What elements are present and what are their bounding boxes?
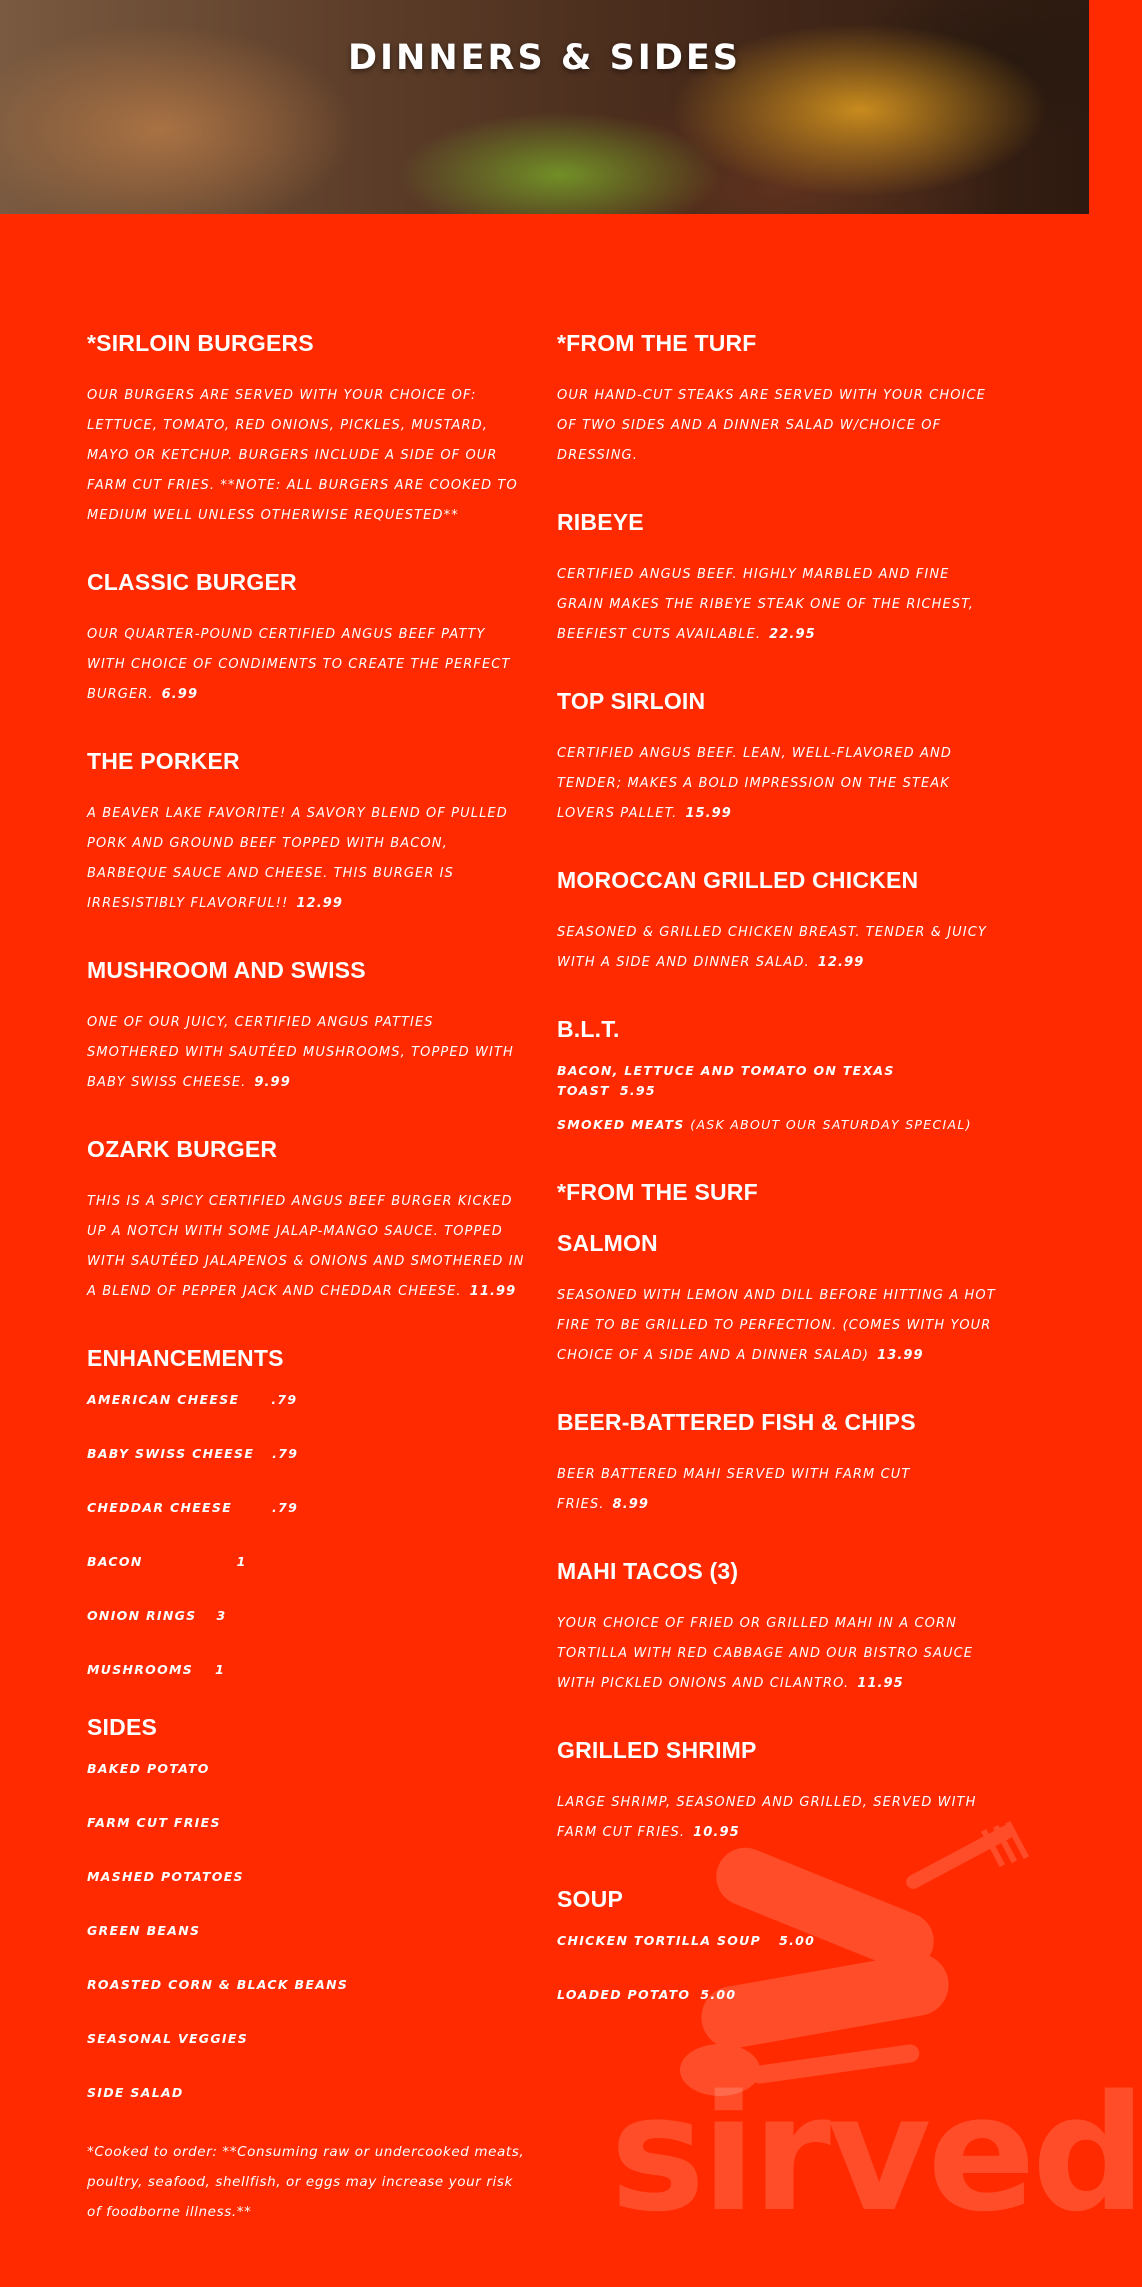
item-title: CLASSIC BURGER	[87, 569, 297, 595]
list-item: SIDE SALAD	[87, 2085, 184, 2100]
item-description: LARGE SHRIMP, SEASONED AND GRILLED, SERVED WITH FARM CUT FRIES. 10.95	[557, 1795, 977, 1840]
item-title: OZARK BURGER	[87, 1136, 278, 1162]
item-title: SALMON	[557, 1230, 658, 1256]
section-title: *FROM THE SURF	[557, 1179, 758, 1205]
list-item: FARM CUT FRIES	[87, 1815, 221, 1830]
food-safety-note: *Cooked to order: **Consuming raw or undercooked meats, poultry, seafood, shellfish, or eggs may increase your risk of foodborne illness.**	[87, 2144, 525, 2220]
item-description: SEASONED & GRILLED CHICKEN BREAST. TENDER & JUICY WITH A SIDE AND DINNER SALAD. 12.99	[557, 925, 987, 970]
section-title: *SIRLOIN BURGERS	[87, 330, 314, 356]
list-item: AMERICAN CHEESE .79	[87, 1392, 298, 1407]
list-item: ONION RINGS 3	[87, 1608, 227, 1623]
item-price: 15.99	[685, 806, 732, 821]
item-price: 10.95	[693, 1825, 740, 1840]
item-title: GRILLED SHRIMP	[557, 1737, 757, 1763]
list-item: ROASTED CORN & BLACK BEANS	[87, 1977, 349, 1992]
item-price: 9.99	[254, 1075, 291, 1090]
item-title: MOROCCAN GRILLED CHICKEN	[557, 867, 919, 893]
section-title: SIDES	[87, 1714, 158, 1740]
right-column	[557, 330, 997, 2039]
list-item: BACON, LETTUCE AND TOMATO ON TEXAS TOAST 5.95	[557, 1063, 895, 1098]
section-title: SOUP	[557, 1886, 623, 1912]
section-title: ENHANCEMENTS	[87, 1345, 284, 1371]
item-description: YOUR CHOICE OF FRIED OR GRILLED MAHI IN A CORN TORTILLA WITH RED CABBAGE AND OUR BISTRO SAUCE WITH PICKLED ONIONS AND CILANTRO. 11.95	[557, 1616, 974, 1691]
item-title: MUSHROOM AND SWISS	[87, 957, 366, 983]
item-description: CERTIFIED ANGUS BEEF. LEAN, WELL-FLAVORED AND TENDER; MAKES A BOLD IMPRESSION ON THE STEAK LOVERS PALLET. 15.99	[557, 746, 952, 821]
list-item: BABY SWISS CHEESE .79	[87, 1446, 299, 1461]
item-description: BEER BATTERED MAHI SERVED WITH FARM CUT FRIES. 8.99	[557, 1467, 911, 1512]
list-item: CHEDDAR CHEESE .79	[87, 1500, 299, 1515]
item-price: 13.99	[877, 1348, 924, 1363]
item-price: 12.99	[817, 955, 865, 970]
item-description: SEASONED WITH LEMON AND DILL BEFORE HITTING A HOT FIRE TO BE GRILLED TO PERFECTION. (COMES WITH YOUR CHOICE OF A SIDE AND A DINNER SALAD) 13.99	[557, 1288, 996, 1363]
item-title: TOP SIRLOIN	[557, 688, 706, 714]
item-title: BEER-BATTERED FISH & CHIPS	[557, 1409, 916, 1435]
item-price: 12.99	[296, 896, 344, 911]
item-price: 11.99	[469, 1284, 517, 1299]
list-item: SEASONAL VEGGIES	[87, 2031, 249, 2046]
sides-list	[87, 1759, 527, 2137]
list-item: MUSHROOMS 1	[87, 1662, 226, 1677]
item-title: THE PORKER	[87, 748, 240, 774]
left-column	[87, 330, 527, 2227]
item-description: ONE OF OUR JUICY, CERTIFIED ANGUS PATTIES SMOTHERED WITH SAUTÉED MUSHROOMS, TOPPED WITH BABY SWISS CHEESE. 9.99	[87, 1015, 514, 1090]
enhancements-list	[87, 1390, 527, 1714]
item-title: B.L.T.	[557, 1016, 620, 1042]
section-title: *FROM THE TURF	[557, 330, 757, 356]
item-description: OUR QUARTER-POUND CERTIFIED ANGUS BEEF PATTY WITH CHOICE OF CONDIMENTS TO CREATE THE PERFECT BURGER. 6.99	[87, 627, 511, 702]
page-title: DINNERS & SIDES	[347, 38, 742, 78]
item-description: CERTIFIED ANGUS BEEF. HIGHLY MARBLED AND FINE GRAIN MAKES THE RIBEYE STEAK ONE OF THE RICHEST, BEEFIEST CUTS AVAILABLE. 22.95	[557, 567, 974, 642]
list-item: CHICKEN TORTILLA SOUP 5.00	[557, 1933, 816, 1948]
section-description: OUR HAND-CUT STEAKS ARE SERVED WITH YOUR CHOICE OF TWO SIDES AND A DINNER SALAD W/CHOICE OF DRESSING.	[557, 388, 986, 463]
item-price: 11.95	[857, 1676, 904, 1691]
list-item: BAKED POTATO	[87, 1761, 210, 1776]
item-price: 6.99	[161, 687, 199, 702]
list-item: GREEN BEANS	[87, 1923, 201, 1938]
list-item: LOADED POTATO 5.00	[557, 1987, 737, 2002]
item-title: RIBEYE	[557, 509, 644, 535]
list-item: SMOKED MEATS (ASK ABOUT OUR SATURDAY SPECIAL)	[557, 1117, 972, 1132]
list-item: BACON 1	[87, 1554, 247, 1569]
hero-banner	[0, 0, 1089, 214]
list-item: MASHED POTATOES	[87, 1869, 244, 1884]
item-price: 8.99	[612, 1497, 650, 1512]
item-title: MAHI TACOS (3)	[557, 1558, 739, 1584]
section-description: OUR BURGERS ARE SERVED WITH YOUR CHOICE OF: LETTUCE, TOMATO, RED ONIONS, PICKLES, MUSTARD, MAYO OR KETCHUP. BURGERS INCLUDE A SIDE OF OUR FARM CUT FRIES. **NOTE: ALL BURGERS ARE COOKED TO MEDIUM WELL UNLESS OTHERWISE REQUESTED**	[87, 388, 518, 523]
item-price: 22.95	[769, 627, 816, 642]
item-description: THIS IS A SPICY CERTIFIED ANGUS BEEF BURGER KICKED UP A NOTCH WITH SOME JALAP-MANGO SAUCE. TOPPED WITH SAUTÉED JALAPENOS & ONIONS AND SMOTHERED IN A BLEND OF PEPPER JACK AND CHEDDAR CHEESE. 11.99	[87, 1194, 525, 1299]
item-description: A BEAVER LAKE FAVORITE! A SAVORY BLEND OF PULLED PORK AND GROUND BEEF TOPPED WITH BACON, BARBEQUE SAUCE AND CHEESE. THIS BURGER IS IRRESISTIBLY FLAVORFUL!! 12.99	[87, 806, 508, 911]
watermark-text: sirved	[610, 2060, 1142, 2247]
